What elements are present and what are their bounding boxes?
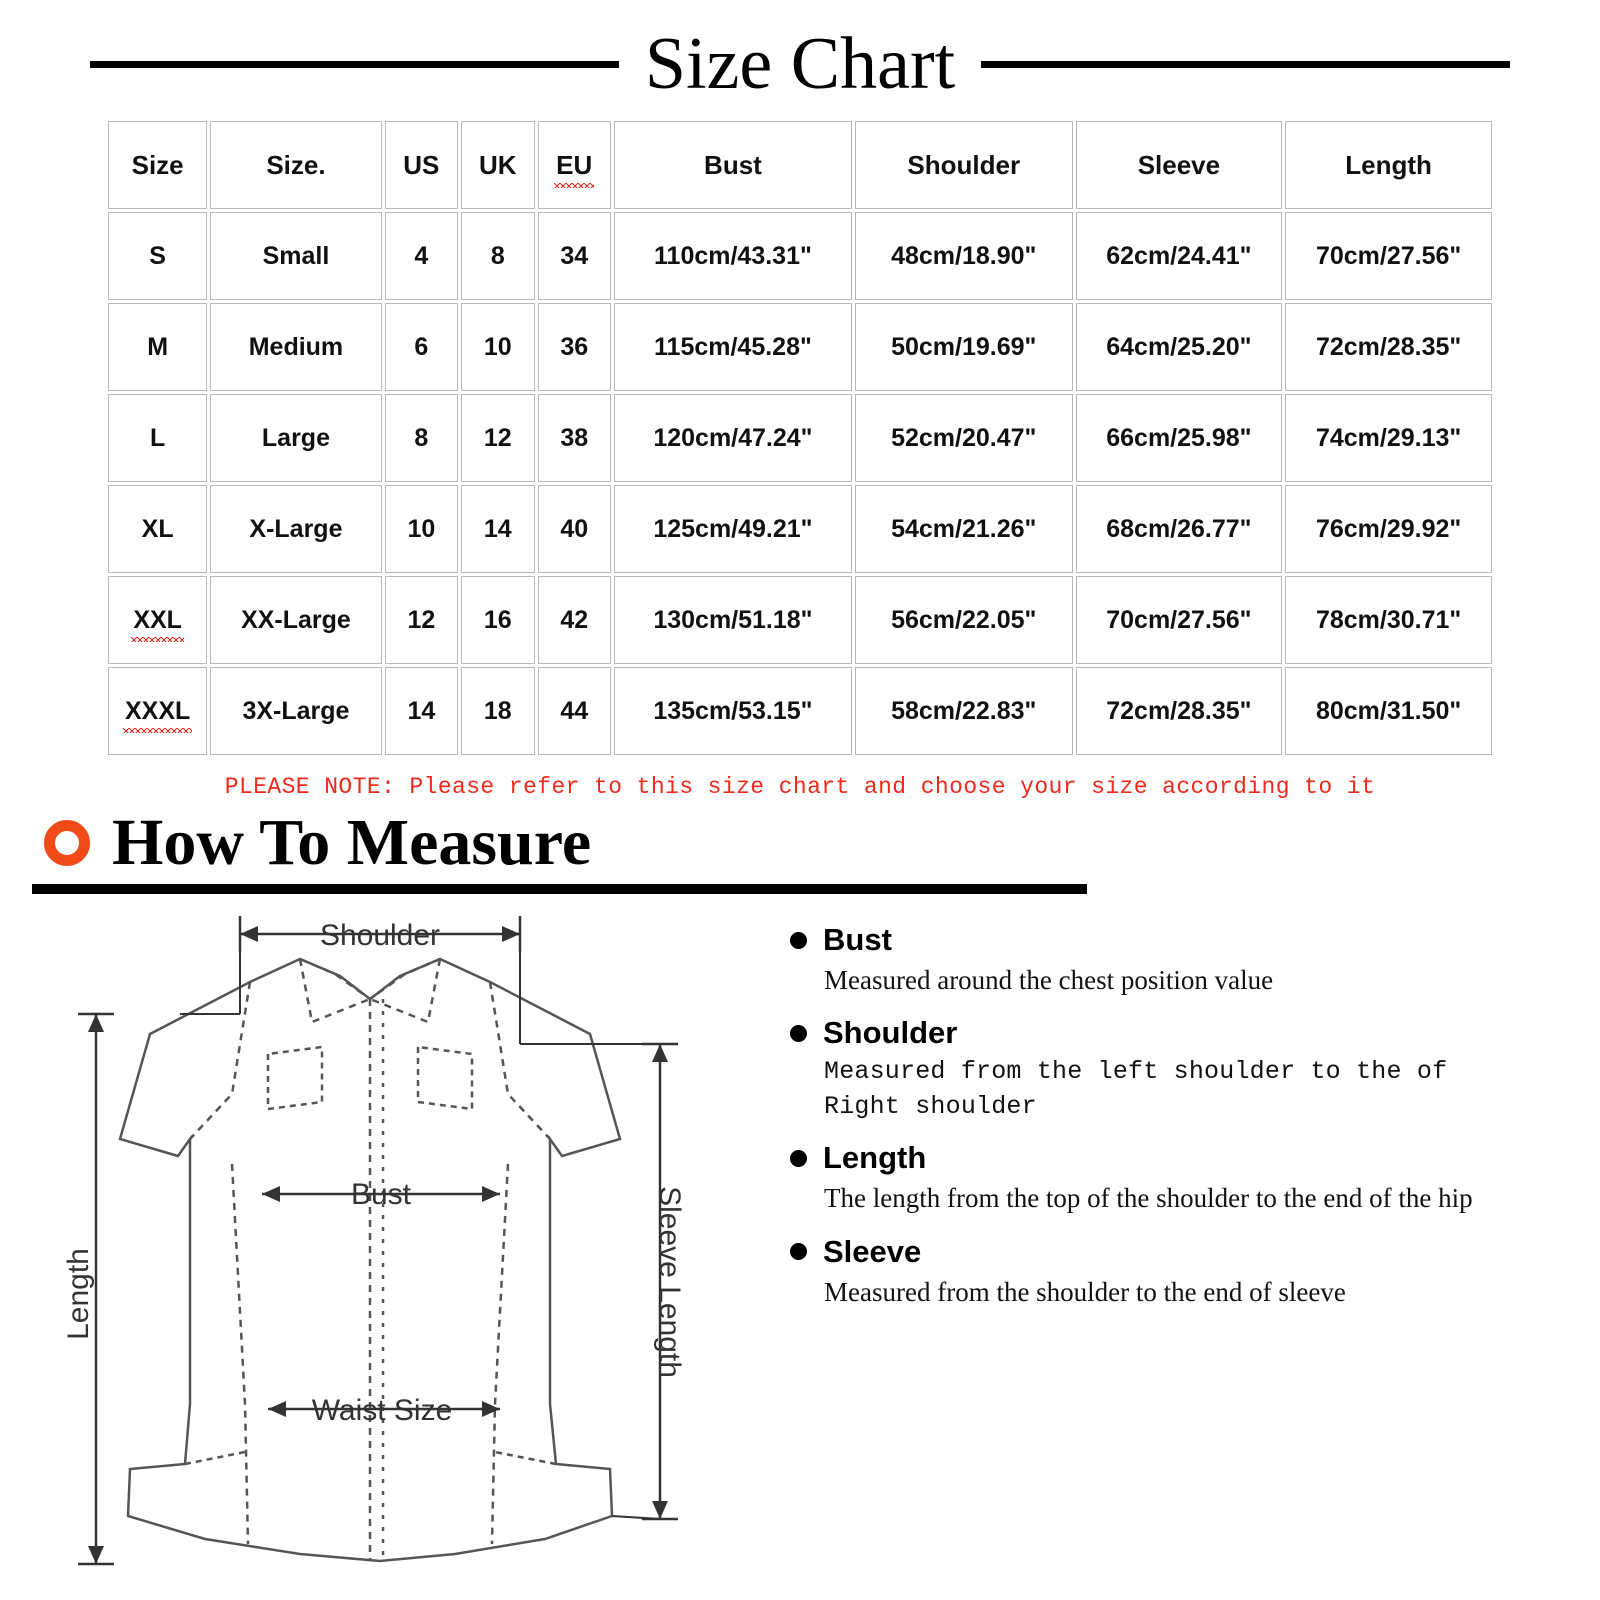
- definition-term: Length: [823, 1140, 927, 1176]
- cell-bust: 125cm/49.21": [614, 485, 852, 573]
- how-to-measure-underline: [32, 884, 1087, 894]
- cell-size-name: X-Large: [210, 485, 381, 573]
- diagram-label-bust: Bust: [350, 1178, 412, 1211]
- definition-term: Bust: [823, 922, 892, 957]
- ring-icon: [44, 820, 90, 866]
- table-row: [108, 667, 1492, 755]
- cell-length: 74cm/29.13": [1285, 394, 1492, 482]
- col-header-shoulder: Shoulder: [855, 121, 1073, 209]
- col-header-uk: UK: [461, 121, 534, 209]
- title-rule-right: [981, 61, 1510, 68]
- measure-section: [0, 894, 1600, 1594]
- definition-term: Shoulder: [823, 1015, 958, 1051]
- cell-shoulder: 54cm/21.26": [855, 485, 1073, 573]
- cell-us: 6: [385, 303, 458, 391]
- definition-term-row: [790, 1015, 1560, 1051]
- cell-eu: 44: [538, 667, 611, 755]
- cell-size-text: XXL: [133, 605, 182, 634]
- cell-bust: 135cm/53.15": [614, 667, 852, 755]
- bullet-icon: [790, 1243, 807, 1260]
- cell-shoulder: 50cm/19.69": [855, 303, 1073, 391]
- cell-us: 12: [385, 576, 458, 664]
- cell-shoulder: 48cm/18.90": [855, 212, 1073, 300]
- col-header-size: Size: [108, 121, 207, 209]
- table-row: [108, 485, 1492, 573]
- cell-size: [108, 667, 207, 755]
- cell-us: 8: [385, 394, 458, 482]
- bullet-icon: [790, 1150, 807, 1167]
- size-table-wrap: [0, 110, 1600, 758]
- cell-length: 72cm/28.35": [1285, 303, 1492, 391]
- col-header-size-name: Size.: [210, 121, 381, 209]
- cell-us: 14: [385, 667, 458, 755]
- cell-bust: 130cm/51.18": [614, 576, 852, 664]
- col-header-bust: Bust: [614, 121, 852, 209]
- col-header-length: Length: [1285, 121, 1492, 209]
- diagram-label-length: Length: [62, 1248, 95, 1340]
- definitions-list: [760, 904, 1590, 1594]
- cell-uk: 12: [461, 394, 534, 482]
- cell-eu: 36: [538, 303, 611, 391]
- cell-size: M: [108, 303, 207, 391]
- title-rule-left: [90, 61, 619, 68]
- diagram-label-shoulder: Shoulder: [319, 919, 441, 952]
- diagram-label-sleeve: Sleeve Length: [653, 1186, 686, 1378]
- definition-length: [790, 1140, 1560, 1217]
- how-to-measure-title: How To Measure: [112, 806, 592, 879]
- cell-length: 80cm/31.50": [1285, 667, 1492, 755]
- size-chart-note: PLEASE NOTE: Please refer to this size chart and choose your size according to it: [224, 774, 1376, 800]
- col-header-sleeve: Sleeve: [1076, 121, 1283, 209]
- cell-size: [108, 576, 207, 664]
- cell-uk: 16: [461, 576, 534, 664]
- definition-sleeve: [790, 1234, 1560, 1311]
- definition-desc: Measured around the chest position value: [824, 965, 1274, 995]
- table-header-row: [108, 121, 1492, 209]
- table-row: [108, 303, 1492, 391]
- definition-term-row: [790, 1140, 1560, 1176]
- cell-size: S: [108, 212, 207, 300]
- cell-bust: 110cm/43.31": [614, 212, 852, 300]
- definition-term-row: [790, 922, 1560, 958]
- cell-bust: 115cm/45.28": [614, 303, 852, 391]
- table-row: [108, 394, 1492, 482]
- cell-uk: 10: [461, 303, 534, 391]
- cell-shoulder: 56cm/22.05": [855, 576, 1073, 664]
- size-table: [105, 118, 1495, 758]
- diagram-label-waist: Waist Size: [311, 1394, 453, 1427]
- cell-sleeve: 72cm/28.35": [1076, 667, 1283, 755]
- definition-desc: Measured from the left shoulder to the of Right shoulder: [824, 1057, 1448, 1121]
- col-header-eu-text: EU: [556, 149, 593, 180]
- col-header-us: US: [385, 121, 458, 209]
- page-title: Size Chart: [644, 23, 956, 105]
- cell-sleeve: 66cm/25.98": [1076, 394, 1283, 482]
- shirt-diagram-svg: [0, 904, 760, 1594]
- cell-length: 78cm/30.71": [1285, 576, 1492, 664]
- how-to-measure-heading-row: [0, 800, 1600, 879]
- cell-us: 10: [385, 485, 458, 573]
- cell-us: 4: [385, 212, 458, 300]
- cell-size: XL: [108, 485, 207, 573]
- definition-desc: The length from the top of the shoulder to the end of the hip: [824, 1183, 1473, 1214]
- definition-shoulder: [790, 1015, 1560, 1124]
- cell-sleeve: 62cm/24.41": [1076, 212, 1283, 300]
- cell-shoulder: 52cm/20.47": [855, 394, 1073, 482]
- bullet-icon: [790, 932, 807, 949]
- cell-eu: 38: [538, 394, 611, 482]
- cell-size: L: [108, 394, 207, 482]
- definition-desc: Measured from the shoulder to the end of sleeve: [824, 1276, 1346, 1307]
- cell-eu: 42: [538, 576, 611, 664]
- cell-sleeve: 68cm/26.77": [1076, 485, 1283, 573]
- definition-term: Sleeve: [823, 1233, 922, 1269]
- table-row: [108, 576, 1492, 664]
- bullet-icon: [790, 1025, 807, 1042]
- cell-uk: 8: [461, 212, 534, 300]
- cell-length: 76cm/29.92": [1285, 485, 1492, 573]
- cell-size-name: 3X-Large: [210, 667, 381, 755]
- table-row: [108, 212, 1492, 300]
- col-header-eu: [538, 121, 611, 209]
- cell-bust: 120cm/47.24": [614, 394, 852, 482]
- cell-size-name: Small: [210, 212, 381, 300]
- cell-uk: 14: [461, 485, 534, 573]
- definition-term-row: [790, 1234, 1560, 1270]
- cell-length: 70cm/27.56": [1285, 212, 1492, 300]
- cell-size-name: Medium: [210, 303, 381, 391]
- cell-eu: 34: [538, 212, 611, 300]
- cell-size-name: XX-Large: [210, 576, 381, 664]
- cell-eu: 40: [538, 485, 611, 573]
- title-bar: [0, 0, 1600, 110]
- cell-size-text: XXXL: [124, 696, 191, 725]
- cell-shoulder: 58cm/22.83": [855, 667, 1073, 755]
- cell-uk: 18: [461, 667, 534, 755]
- cell-sleeve: 70cm/27.56": [1076, 576, 1283, 664]
- shirt-diagram: [0, 904, 760, 1594]
- cell-sleeve: 64cm/25.20": [1076, 303, 1283, 391]
- cell-size-name: Large: [210, 394, 381, 482]
- definition-bust: [790, 922, 1560, 999]
